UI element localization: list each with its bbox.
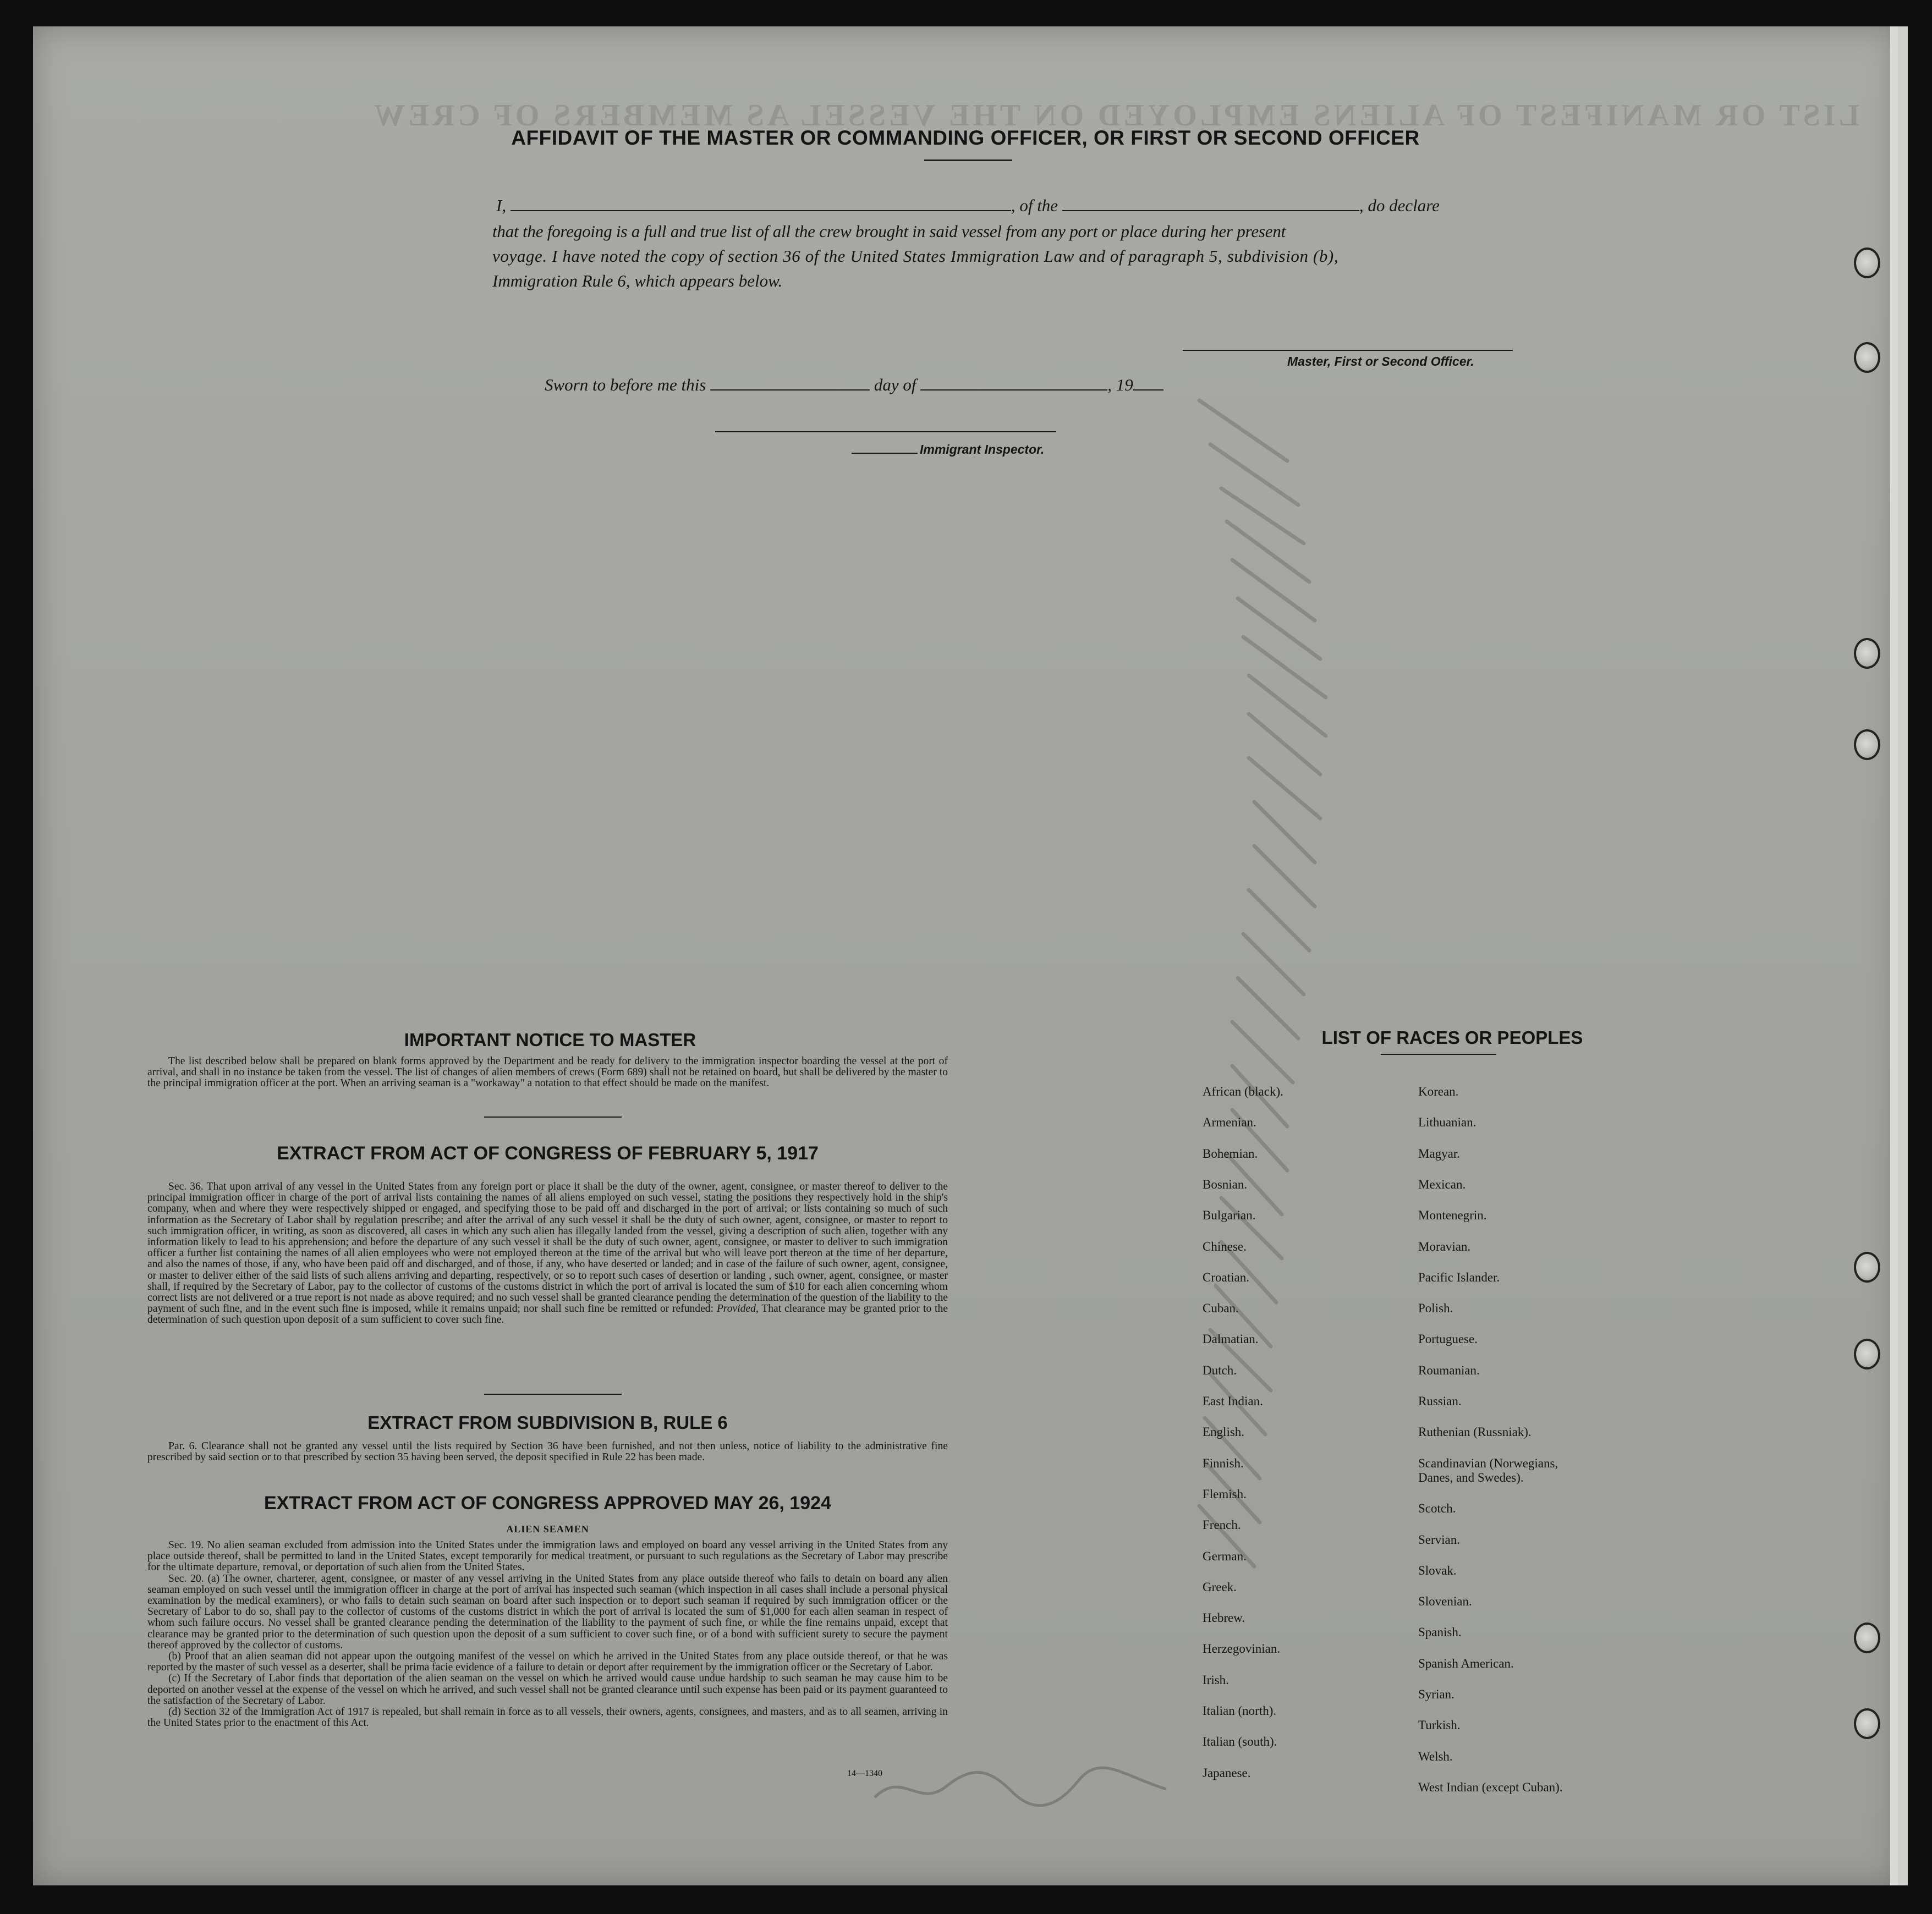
race-item: English.	[1203, 1425, 1245, 1439]
race-item: Polish.	[1418, 1301, 1453, 1316]
race-item: Turkish.	[1418, 1718, 1461, 1733]
inspector-caption: Immigrant Inspector.	[920, 442, 1045, 457]
race-item: French.	[1203, 1518, 1241, 1532]
race-item: Armenian.	[1203, 1115, 1256, 1130]
race-item: Portuguese.	[1418, 1332, 1478, 1346]
binder-hole	[1854, 638, 1880, 669]
race-item: Bosnian.	[1203, 1177, 1248, 1191]
race-item: Syrian.	[1418, 1687, 1455, 1701]
race-item: Pacific Islander.	[1418, 1270, 1500, 1284]
race-item: Magyar.	[1418, 1146, 1461, 1160]
declaration-line-1	[496, 196, 1440, 216]
sworn-line	[545, 375, 1163, 395]
vessel-blank	[1062, 197, 1359, 211]
race-item: Welsh.	[1418, 1749, 1453, 1763]
race-item: Croatian.	[1203, 1270, 1249, 1284]
race-item: Hebrew.	[1203, 1611, 1245, 1625]
race-item: Bulgarian.	[1203, 1208, 1256, 1223]
extract-1917-rule	[484, 1394, 622, 1395]
race-item: Spanish American.	[1418, 1656, 1514, 1670]
race-item: German.	[1203, 1549, 1247, 1563]
notice-body: The list described below shall be prepared on blank forms approved by the Department and be ready for delivery to the immigration inspector boarding the vessel at the port of arrival, and shall in no instance be taken from the vessel. The list of changes of alien members of crews (Form 689) shall not be retained on board, but shall be delivered by the master to the principal immigration officer at the port. When an arriving seaman is a "workaway" a notation to that effect should be made on the manifest.	[147, 1055, 948, 1090]
race-item: African (black).	[1203, 1085, 1283, 1098]
sworn-year-blank	[1133, 376, 1163, 391]
title-rule	[924, 160, 1012, 161]
race-item: Mexican.	[1418, 1177, 1466, 1191]
race-item: Flemish.	[1203, 1487, 1247, 1501]
extract-1917-body: Sec. 36. That upon arrival of any vessel in the United States from any foreign port or place it shall be the duty of the owner, agent, consignee, or master thereof to deliver to the principal immigration officer in charge of the port of arrival lists containing the names of all aliens employed on such vessel, stating the positions they respectively hold in the ship's company, when and where they were respectively shipped or engaged, and specifying those to be paid off and discharged in the port of arrival; or lists containing so much of such information as the Secretary of Labor shall by regulation prescribe; and after the arrival of any such vessel it shall be the duty of such owner, agent, consignee, or master to report to such immigration officer, in writing, as soon as discovered, all cases in which any such alien has illegally landed from the vessel, giving a description of such alien, together with any information likely to lead to his apprehension; and before the departure of any such vessel it shall be the duty of such owner, agent, consignee, or master to deliver to such immigration officer a further list containing the names of all alien employees who were not employed thereon at the time of the arrival but who will leave port thereon at the time of her departure, and also the names of those, if any, who have been paid off and discharged, and of those, if any, who have deserted or landed; and in case of the failure of such owner, agent, consignee, or master to deliver either of the said lists of such aliens arriving and departing, respectively, or so to report such cases of desertion or landing , such owner, agent, consignee, or master shall, if required by the Secretary of Labor, pay to the collector of customs of the customs district in which the port of arrival is located the sum of $10 for each alien concerning whom correct lists are not delivered or a true report is not made as above required; and no such vessel shall be granted clearance pending the determination of the question of the liability to the payment of such fine, and in the event such fine is imposed, while it remains unpaid; nor shall such fine be remitted or refunded: Provided, That clearance may be granted prior to the determination of such question upon deposit of a sum sufficient to cover such fine.	[147, 1181, 948, 1326]
bleed-through-heading: LIST OR MANIFEST OF ALIENS EMPLOYED ON THE VESSEL AS MEMBERS OF CREW	[371, 98, 1859, 133]
declaration-i: I,	[496, 196, 507, 215]
race-item: Scandinavian (Norwegians,	[1418, 1456, 1558, 1470]
declaration-line-3: voyage. I have noted the copy of section 36 of the United States Immigration Law and of paragraph 5, subdivision (b),	[492, 246, 1339, 266]
race-item: West Indian (except Cuban).	[1418, 1780, 1563, 1794]
declaration-line-4: Immigration Rule 6, which appears below.	[492, 271, 783, 290]
manifest-page	[33, 26, 1908, 1885]
race-item: Moravian.	[1418, 1239, 1471, 1253]
races-left-column	[1203, 1076, 1401, 1791]
master-signature-line	[1183, 350, 1513, 351]
race-item: Bohemian.	[1203, 1146, 1258, 1160]
race-item: Herzegovinian.	[1203, 1642, 1281, 1656]
race-item: Cuban.	[1203, 1301, 1239, 1316]
year-prefix: , 19	[1107, 375, 1133, 394]
page-edge	[1890, 26, 1898, 1885]
race-item: Korean.	[1418, 1085, 1459, 1098]
of-the-text: , of the	[1011, 196, 1058, 215]
sworn-text: Sworn to before me this	[545, 375, 706, 394]
affidavit-title: AFFIDAVIT OF THE MASTER OR COMMANDING OFFICER, OR FIRST OR SECOND OFFICER	[511, 127, 1420, 149]
sworn-month-blank	[920, 376, 1107, 391]
race-item: Finnish.	[1203, 1456, 1244, 1470]
races-rule	[1381, 1054, 1496, 1055]
binder-hole	[1854, 1252, 1880, 1283]
binder-hole	[1854, 1623, 1880, 1653]
declaration-line-2: that the foregoing is a full and true list of all the crew brought in said vessel from any port or place during her present	[492, 222, 1286, 241]
notice-rule	[484, 1116, 622, 1118]
race-item: Scotch.	[1418, 1502, 1456, 1516]
race-item: Danes, and Swedes).	[1418, 1470, 1524, 1484]
extract-1924-paragraph: Sec. 20. (a) The owner, charterer, agent, consignee, or master of any vessel arriving in the United States from any place outside thereof who fails to detain on board any alien seaman employed on such vessel until the immigration officer in charge at the port of arrival has inspected such seaman (which inspection in all cases shall include a personal physical examination by the medical examiners), or who fails to detain such seaman on board after such inspection or to deport such seaman if required by such immigration officer or the Secretary of Labor to do so, shall pay to the collector of customs of the customs district in which the port of arrival is located the sum of $1,000 for each alien seaman in respect of whom such failure occurs. No vessel shall be granted clearance pending the determination of the liability to the payment of such fine, or while the fine remains unpaid, except that clearance may be granted prior to the determination of such question upon the deposit of a sum sufficient to cover such fine, or of a bond with sufficient surety to secure the payment thereof approved by the collector of customs.	[147, 1572, 948, 1651]
inspector-caption-row	[852, 442, 1044, 457]
extract-1917-title: EXTRACT FROM ACT OF CONGRESS OF FEBRUARY 5, 1917	[277, 1143, 819, 1164]
inspector-signature-line	[715, 431, 1056, 432]
binder-hole	[1854, 729, 1880, 760]
race-item: Slovenian.	[1418, 1594, 1472, 1609]
race-item: Japanese.	[1203, 1766, 1251, 1780]
master-caption: Master, First or Second Officer.	[1287, 354, 1474, 369]
race-item: Spanish.	[1418, 1625, 1462, 1640]
extract-1924-body	[147, 1540, 948, 1729]
race-item: East Indian.	[1203, 1394, 1263, 1408]
binder-hole	[1854, 248, 1880, 278]
race-item: Greek.	[1203, 1580, 1237, 1594]
race-item: Chinese.	[1203, 1239, 1247, 1253]
race-item: Lithuanian.	[1418, 1115, 1477, 1130]
race-item: Slovak.	[1418, 1563, 1457, 1577]
race-item: Roumanian.	[1418, 1363, 1480, 1377]
race-item: Dutch.	[1203, 1363, 1237, 1377]
extract-1924-paragraph: (c) If the Secretary of Labor finds that deportation of the alien seaman on the vessel on which he arrived would cause undue hardship to such seaman he may cause him to be deported on another vessel at the expense of the vessel on which he arrived, and such vessel shall not be granted clearance until such expense has been paid or its payment guaranteed to the satisfaction of the Secretary of Labor.	[147, 1673, 948, 1707]
race-item: Dalmatian.	[1203, 1332, 1259, 1346]
provided-emphasis: Provided,	[716, 1303, 759, 1315]
race-item: Russian.	[1418, 1394, 1462, 1408]
race-item: Italian (south).	[1203, 1735, 1277, 1749]
extract-1924-paragraph: (d) Section 32 of the Immigration Act of 1917 is repealed, but shall remain in force as to all vessels, their owners, agents, consignees, and masters, and as to all seamen, arriving in the United States prior to the enactment of this Act.	[147, 1706, 948, 1729]
races-right-column	[1418, 1076, 1726, 1794]
sworn-day-blank	[710, 376, 870, 391]
race-item: Servian.	[1418, 1532, 1461, 1547]
extract-1924-paragraph: Sec. 19. No alien seaman excluded from admission into the United States under the immigration laws and employed on board any vessel arriving in the United States from any place outside thereof, shall be permitted to land in the United States, except temporarily for medical treatment, or pursuant to such regulations as the Secretary of Labor may prescribe for the ultimate departure, removal, or deportation of such alien from the United States.	[147, 1539, 948, 1574]
extract-1924-paragraph: (b) Proof that an alien seaman did not appear upon the outgoing manifest of the vessel on which he arrived in the United States from any place outside thereof, or that he was reported by the master of such vessel as a deserter, shall be prima facie evidence of a failure to detain or deport after requirement by the immigration officer or the Secretary of Labor.	[147, 1651, 948, 1674]
name-blank	[511, 197, 1011, 211]
races-title: LIST OF RACES OR PEOPLES	[1321, 1027, 1583, 1048]
day-of-text: day of	[874, 375, 916, 394]
binder-hole	[1854, 1708, 1880, 1739]
do-declare-text: , do declare	[1359, 196, 1440, 215]
extract-1924-subtitle: ALIEN SEAMEN	[506, 1524, 589, 1535]
rule-6-title: EXTRACT FROM SUBDIVISION B, RULE 6	[367, 1412, 728, 1433]
race-item: Ruthenian (Russniak).	[1418, 1425, 1532, 1439]
race-item: Italian (north).	[1203, 1704, 1277, 1718]
race-item: Irish.	[1203, 1673, 1229, 1687]
faint-signature	[869, 1759, 1177, 1819]
extract-1924-title: EXTRACT FROM ACT OF CONGRESS APPROVED MAY 26, 1924	[264, 1493, 831, 1514]
binder-hole	[1854, 342, 1880, 373]
race-item: Montenegrin.	[1418, 1208, 1487, 1223]
form-number: 14—1340	[847, 1769, 882, 1778]
inspector-short-blank	[852, 445, 918, 454]
notice-title: IMPORTANT NOTICE TO MASTER	[404, 1030, 696, 1050]
binder-hole	[1854, 1339, 1880, 1370]
rule-6-body: Par. 6. Clearance shall not be granted any vessel until the lists required by Section 36 have been furnished, and not then unless, notice of liability to the administrative fine prescribed by said section or to that prescribed by section 35 having been served, the deposit specified in Rule 22 has been made.	[147, 1440, 948, 1464]
